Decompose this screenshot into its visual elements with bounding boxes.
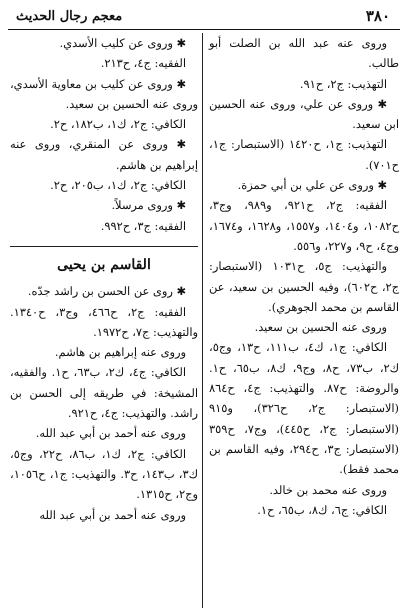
paragraph: وروى عنه إبراهيم بن هاشم.	[54, 345, 186, 360]
paragraph: ✱ روى عن الحسن بن راشد جدّه.	[27, 284, 186, 299]
citation: الكافي: ج٢، ك١، ب٨٦، ح٢٢، وج٥، ك٣، ب١٤٣، ح٣. والتهذيب: ج١، ح١٠٥٦، وج٢، ح١٣١٥.	[10, 446, 198, 502]
citation: الكافي: ج٢، ك١، ب٢٠٥، ح٢.	[50, 178, 186, 193]
paragraph: ✱ وروى عن علي، وروى عنه الحسين ابن سعيد.	[209, 96, 399, 132]
paragraph: ✱ وروى عن كليب بن معاوية الأسدي، وروى عنه الحسين بن سعيد.	[10, 76, 198, 111]
citation: والتهذيب: ج٥، ح١٠٣١ (الاستبصار: ج٢، ح٦٠٢)، وفيه الحسين بن سعيد، عن القاسم بن محمد الجوهري).	[209, 259, 399, 314]
citation: الفقيه: ج٣، ح٩٩٢.	[100, 218, 186, 233]
paragraph: وروى عنه محمد بن خالد.	[269, 482, 387, 497]
citation: التهذيب: ج٢، ح٩١.	[299, 76, 387, 91]
paragraph: ✱ وروى عن علي بن أبي حمزة.	[237, 178, 387, 193]
citation: الفقيه: ج٢، ح٤٦٦، وج٣، ح١٣٤٠. والتهذيب: ج٧، ح١٩٧٢.	[10, 304, 198, 339]
paragraph: وروى عنه الحسين بن سعيد.	[254, 320, 387, 335]
citation: التهذيب: ج١، ح١٤٢٠ (الاستبصار: ج١، ح٧٠١).	[209, 137, 399, 172]
right-column	[209, 33, 399, 608]
citation: الكافي: ج٦، ك٨، ب٦٥، ح١.	[257, 502, 387, 517]
paragraph: وروى عنه أحمد بن أبي عبد الله	[39, 507, 186, 522]
citation: الفقيه: ج٤، ح٢١٣.	[100, 56, 186, 71]
left-column	[10, 33, 198, 608]
page-header	[8, 4, 400, 28]
page-number: ٣٨٠	[365, 7, 390, 25]
citation: الكافي: ج١، ك٤، ب١١١، ح١٣، وج٥، ك٢، ب٧٣، ح٨، وج٩، ك٨، ب٦٥، ح١. والروضة: ح٨٧. والتهذيب: ج٤، ح٨٦٤ (الاستبصار: ج٢، ح٣٢٦)، و٩١٥ (الاستبصار: ج٢، ح٤٤٥)، وج٧، ح٣٥٩ (الاستبصار: ج٣، ح٢٩٤، وفيه القاسم بن محمد فقط).	[209, 340, 400, 477]
paragraph: وروى عنه أحمد بن أبي عبد الله.	[35, 426, 186, 441]
entry-heading: القاسم بن يحيى	[57, 256, 151, 273]
citation: الكافي: ج٤، ك٢، ب٦٣، ح١. والفقيه، المشيخة: في طريقه إلى الحسن بن راشد. والتهذيب: ج٤، ح٩٢١.	[10, 365, 198, 421]
header-rule	[8, 29, 400, 30]
paragraph: ✱ وروى مرسلاً.	[111, 198, 186, 213]
section-rule	[10, 246, 198, 247]
column-divider	[202, 33, 203, 608]
running-title: معجم رجال الحديث	[16, 8, 123, 24]
paragraph: وروى عنه عبد الله بن الصلت أبو طالب.	[209, 36, 399, 71]
citation: الكافي: ج٢، ك١، ب١٨٢، ح٢.	[50, 117, 186, 132]
citation: الفقيه: ج٢، ح٩٢١، و٩٨٩، وج٣، ح١٠٨٢، و١٤٠٤، و١٥٥٧، و١٦٢٨، و١٦٧٤، وج٤، ح٩، و٢٢٧، و٥٥٦.	[209, 198, 399, 253]
paragraph: ✱ وروى عن كليب الأسدي.	[59, 36, 186, 50]
paragraph: ✱ وروى عن المنقري، وروى عنه إبراهيم بن هاشم.	[10, 137, 198, 172]
